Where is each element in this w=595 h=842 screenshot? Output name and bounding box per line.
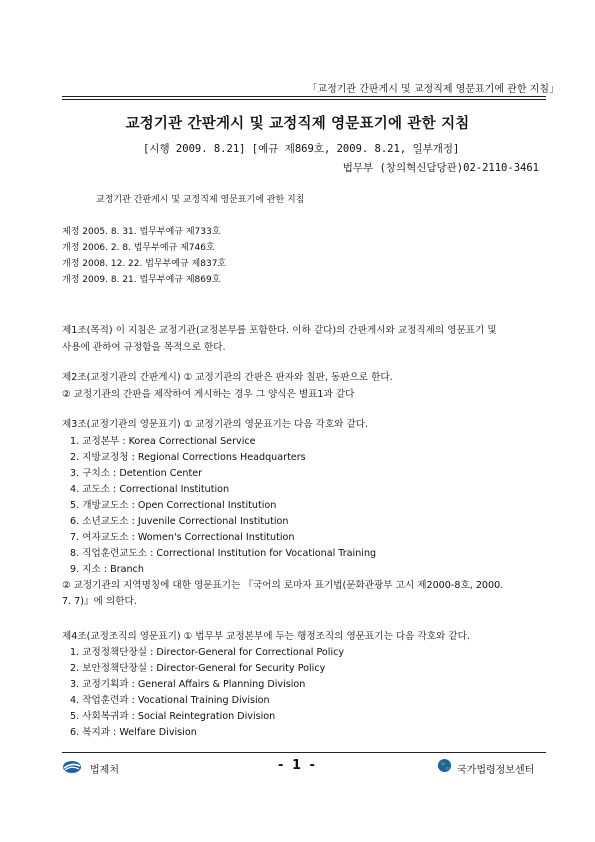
article-3-para2: 7. 7)』에 의한다. bbox=[62, 596, 137, 607]
globe-icon bbox=[437, 758, 452, 773]
article-4-item: 2. 보안정책단장실 : Director-General for Security Policy bbox=[70, 663, 326, 674]
footer-publisher: 법제처 bbox=[90, 765, 119, 776]
history-line: 개정 2008. 12. 22. 법무부예규 제837호 bbox=[62, 259, 227, 269]
article-2-line: ② 교정기관의 간판을 제작하여 게시하는 경우 그 양식은 별표1과 같다 bbox=[62, 389, 355, 400]
doc-name: 교정기관 간판게시 및 교정직제 영문표기에 관한 지침 bbox=[96, 195, 305, 205]
header-rule-bottom bbox=[62, 99, 546, 100]
running-header: 「교정기관 간판게시 및 교정직제 영문표기에 관한 지침」 bbox=[307, 84, 559, 95]
article-4-item: 1. 교정정책단장실 : Director-General for Correctional Policy bbox=[70, 647, 345, 658]
article-3-item: 1. 교정본부 : Korea Correctional Service bbox=[70, 436, 256, 447]
article-4-item: 5. 사회복귀과 : Social Reintegration Division bbox=[70, 711, 276, 722]
history-line: 개정 2006. 2. 8. 법무부예규 제746호 bbox=[62, 243, 215, 253]
article-3-item: 6. 소년교도소 : Juvenile Correctional Institution bbox=[70, 516, 289, 527]
article-3-item: 7. 여자교도소 : Women's Correctional Institution bbox=[70, 532, 295, 543]
footer-rule bbox=[62, 752, 546, 753]
article-4-item: 3. 교정기획과 : General Affairs & Planning Division bbox=[70, 679, 306, 690]
article-3-item: 3. 구치소 : Detention Center bbox=[70, 468, 203, 479]
article-3-item: 8. 직업훈련교도소 : Correctional Institution for Vocational Training bbox=[70, 548, 377, 559]
article-3-heading: 제3조(교정기관의 영문표기) ① 교정기관의 영문표기는 다음 각호와 같다. bbox=[62, 419, 369, 430]
article-1-line: 사용에 관하여 규정함을 목적으로 한다. bbox=[62, 342, 226, 353]
article-4-item: 6. 복지과 : Welfare Division bbox=[70, 727, 197, 738]
page-number: - 1 - bbox=[278, 758, 317, 773]
enforcement-info: [시행 2009. 8.21] [예규 제869호, 2009. 8.21, 일부개정] bbox=[143, 143, 460, 155]
article-3-item: 9. 지소 : Branch bbox=[70, 564, 144, 575]
article-1-line: 제1조(목적) 이 지침은 교정기관(교정본부를 포함한다. 이하 같다)의 간판게시와 교정직제의 영문표기 및 bbox=[62, 325, 497, 336]
article-3-para2: ② 교정기관의 지역명칭에 대한 영문표기는 『국어의 로마자 표기법(문화관광부 고시 제2000-8호, 2000. bbox=[62, 580, 504, 591]
history-line: 제정 2005. 8. 31. 법무부예규 제733호 bbox=[62, 227, 221, 237]
article-4-heading: 제4조(교정조직의 영문표기) ① 법무부 교정본부에 두는 행정조직의 영문표기는 다음 각호와 같다. bbox=[62, 631, 470, 642]
article-3-item: 2. 지방교정청 : Regional Corrections Headquarters bbox=[70, 452, 306, 463]
page-title: 교정기관 간판게시 및 교정직제 영문표기에 관한 지침 bbox=[125, 116, 470, 132]
article-3-item: 5. 개방교도소 : Open Correctional Institution bbox=[70, 500, 277, 511]
history-line: 개정 2009. 8. 21. 법무부예규 제869호 bbox=[62, 275, 221, 285]
header-rule-top bbox=[62, 96, 546, 97]
article-4-item: 4. 작업훈련과 : Vocational Training Division bbox=[70, 695, 270, 706]
article-2-line: 제2조(교정기관의 간판게시) ① 교정기관의 간판은 판자와 칠판, 동판으로 한다. bbox=[62, 372, 393, 383]
footer-center-name: 국가법령정보센터 bbox=[457, 765, 535, 776]
article-3-item: 4. 교도소 : Correctional Institution bbox=[70, 484, 230, 495]
ministry-contact: 법무부 (창의혁신담당관)02-2110-3461 bbox=[342, 162, 539, 174]
